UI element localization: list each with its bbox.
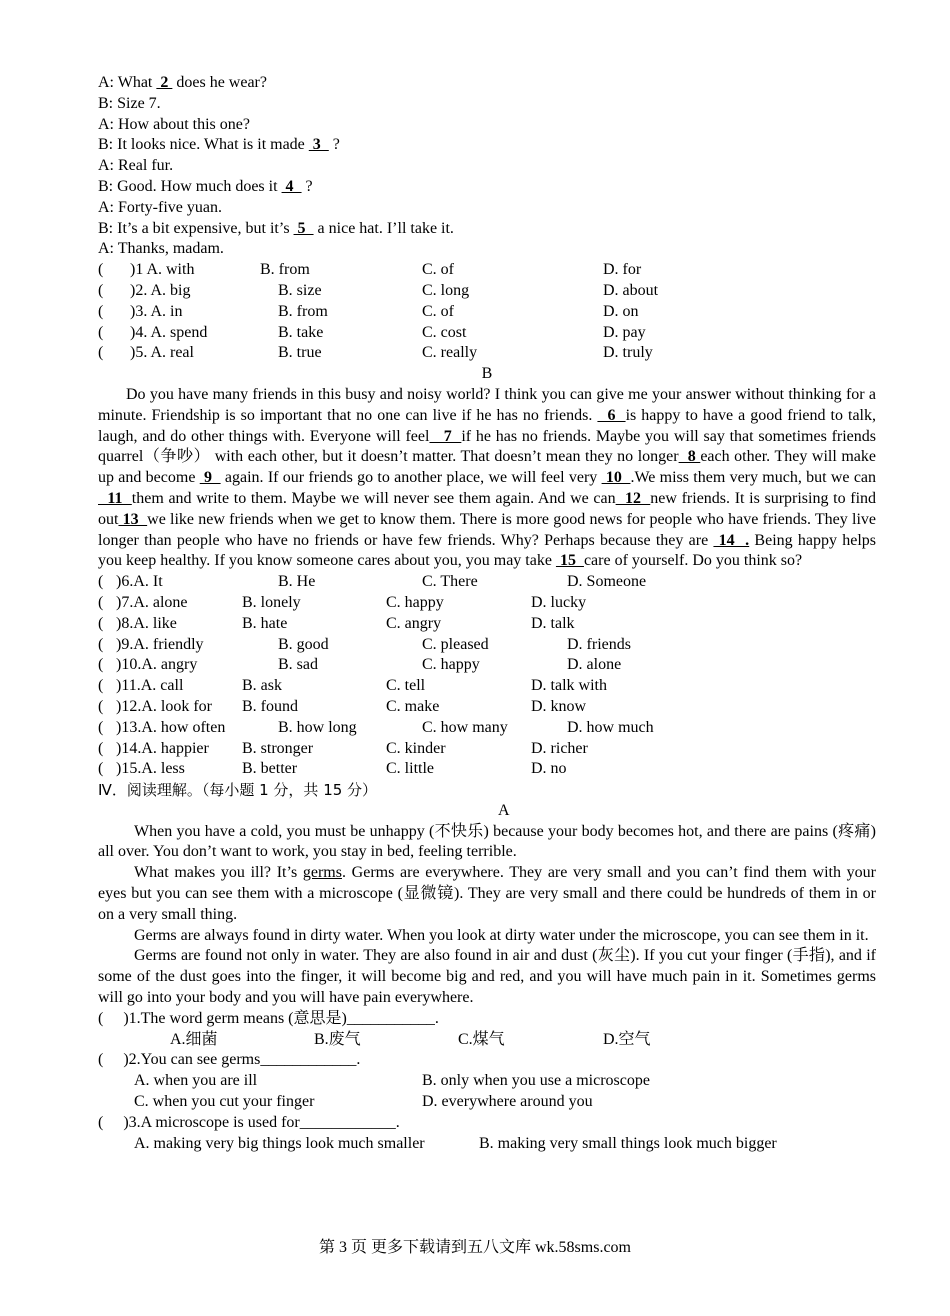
option: C. long xyxy=(422,281,470,299)
text-segment: again. If our friends go to another place, we will feel very xyxy=(220,469,602,487)
text-segment: B: Size 7. xyxy=(98,94,161,112)
document-content xyxy=(98,73,876,1154)
option: )14.A. happier xyxy=(116,739,209,757)
text-segment: B: Good. How much does it xyxy=(98,177,282,195)
option: C. happy xyxy=(422,656,480,674)
answer-paren: ( xyxy=(98,718,104,736)
dialogue-line xyxy=(98,198,876,219)
paragraph: Germs are found not only in water. They are also found in air and dust (灰尘). If you cut your finger (手指), and if some of the dust goes into the finger, it will become big and red, and you will have much pain in it. Sometimes germs will go into your body and you will have pain everywhere. xyxy=(98,947,876,1007)
option: B. from xyxy=(260,261,310,279)
question-1: ( )1.The word germ means (意思是)___________. xyxy=(98,1009,439,1027)
option: B. hate xyxy=(242,614,288,632)
text-segment: A: Thanks, madam. xyxy=(98,240,224,258)
text-segment: B: It looks nice. What is it made xyxy=(98,136,309,154)
question-2-options-row xyxy=(98,1071,876,1092)
answer-paren: ( xyxy=(98,302,104,320)
answer-blank: 11 xyxy=(98,489,132,507)
option: )5. A. real xyxy=(130,344,194,362)
option: C. make xyxy=(386,697,440,715)
option: )10.A. angry xyxy=(116,656,198,674)
option: D. how much xyxy=(567,718,654,736)
text-segment: them and write to them. Maybe we will never see them again. And we can xyxy=(131,489,616,507)
option: )7.A. alone xyxy=(116,593,188,611)
option: C. kinder xyxy=(386,739,446,757)
option: A.细菌 xyxy=(170,1030,218,1048)
option-row xyxy=(98,697,876,718)
option: D. Someone xyxy=(567,573,647,591)
answer-paren: ( xyxy=(98,760,104,778)
dialogue-line xyxy=(98,135,876,156)
option: )3. A. in xyxy=(130,302,183,320)
page-footer: 第 3 页 更多下载请到五八文库 wk.58sms.com xyxy=(318,1239,631,1256)
option: B. ask xyxy=(242,677,282,695)
option: D. everywhere around you xyxy=(422,1093,593,1111)
option-row xyxy=(98,343,876,364)
answer-paren: ( xyxy=(98,281,104,299)
paragraph: What makes you ill? It’s germs. Germs are everywhere. They are very small and you can’t find them with your eyes but you can see them with a microscope (显微镜). They are very small and there could be hundreds of them in or on a very small thing. xyxy=(98,864,877,923)
question-1-options xyxy=(98,1030,876,1051)
answer-paren: ( xyxy=(98,635,104,653)
text-segment: if he has no friends. Maybe you will say that sometimes friends quarrel（争吵） with each other, but it doesn’t matter. That doesn’t mean they no longer xyxy=(98,427,877,466)
option: D. richer xyxy=(531,739,588,757)
option: D. no xyxy=(531,760,567,778)
option-row xyxy=(98,739,876,760)
answer-blank: 13 xyxy=(118,510,148,528)
option: D. know xyxy=(531,697,587,715)
dialogue-line xyxy=(98,115,876,136)
dialogue-line xyxy=(98,239,876,260)
option-row xyxy=(98,676,876,697)
option: )13.A. how often xyxy=(116,718,226,736)
answer-blank: 12 xyxy=(615,489,651,507)
option: D. friends xyxy=(567,635,631,653)
text-segment: Do you have many friends in this busy and noisy world? I think you can give me your answer without thinking for a minute. Friendship is so important that no one can live if he has no friends. xyxy=(98,385,876,424)
answer-blank: 15 xyxy=(555,552,584,570)
text-segment: we like new friends when we get to know them. There is more good news for people who have friends. They live longer than people who have no friends or have few friends. Why? Perhaps because they are xyxy=(98,510,876,549)
option-row xyxy=(98,759,876,780)
text-segment: .We miss them very much, but we can xyxy=(630,469,877,487)
text-segment: A: Forty-five yuan. xyxy=(98,198,222,216)
text-segment: A: Real fur. xyxy=(98,157,174,175)
option: C. angry xyxy=(386,614,442,632)
option: C.煤气 xyxy=(458,1030,505,1048)
text-segment: a nice hat. I’ll take it. xyxy=(313,219,454,237)
option: B. take xyxy=(278,323,324,341)
text-segment: ? xyxy=(328,136,340,154)
answer-blank: 3 xyxy=(308,136,329,154)
option: C. pleased xyxy=(422,635,489,653)
option: B. making very small things look much bigger xyxy=(479,1134,777,1152)
answer-blank: 10 xyxy=(601,469,631,487)
option: B.废气 xyxy=(314,1030,361,1048)
option: )1 A. with xyxy=(130,261,195,279)
option: D. on xyxy=(603,302,639,320)
option: C. cost xyxy=(422,323,467,341)
text-segment: ? xyxy=(301,177,313,195)
answer-paren: ( xyxy=(98,573,104,591)
option: B. better xyxy=(242,760,298,778)
dialogue-line xyxy=(98,94,876,115)
paragraph: Germs are always found in dirty water. When you look at dirty water under the microscope, you can see them in it. xyxy=(134,926,869,944)
option: D. lucky xyxy=(531,593,587,611)
answer-blank: 2 xyxy=(156,74,173,91)
option: )8.A. like xyxy=(116,614,177,632)
option: A. making very big things look much smaller xyxy=(134,1134,425,1152)
option-row xyxy=(98,593,876,614)
option-row xyxy=(98,718,876,739)
answer-paren: ( xyxy=(98,614,104,632)
option: C. really xyxy=(422,344,478,362)
answer-blank: 7 xyxy=(429,427,462,445)
answer-blank: 8 xyxy=(678,448,701,466)
option: D. truly xyxy=(603,344,653,362)
option: D. alone xyxy=(567,656,622,674)
text-segment: new friends. It is surprising to find out xyxy=(98,489,877,528)
option: )6.A. It xyxy=(116,573,163,591)
dialogue-line xyxy=(98,73,876,94)
option: D. pay xyxy=(603,323,646,341)
option: C. tell xyxy=(386,677,426,695)
passage-a xyxy=(98,822,876,1009)
option-row xyxy=(98,635,876,656)
paragraph: When you have a cold, you must be unhappy (不快乐) because your body becomes hot, and there are pains (疼痛) all over. You don’t want to work, you stay in bed, feeling terrible. xyxy=(98,822,876,861)
answer-paren: ( xyxy=(98,697,104,715)
option: C. of xyxy=(422,302,454,320)
option: )12.A. look for xyxy=(116,697,212,715)
option: D. for xyxy=(603,261,642,279)
answer-blank: 9 xyxy=(199,469,221,487)
option: D.空气 xyxy=(603,1030,651,1048)
section-a-title: A xyxy=(498,801,510,819)
dialogue-line xyxy=(98,219,876,240)
text-segment: Being happy helps you keep healthy. If you know someone cares about you, you may take xyxy=(98,531,877,570)
option-row xyxy=(98,281,876,302)
answer-paren: ( xyxy=(98,344,104,362)
option-row xyxy=(98,260,876,281)
option: )11.A. call xyxy=(116,677,184,695)
option: B. only when you use a microscope xyxy=(422,1072,650,1090)
question-3: ( )3.A microscope is used for____________. xyxy=(98,1113,400,1131)
options-group-1 xyxy=(98,260,876,364)
option: C. happy xyxy=(386,593,444,611)
option: B. found xyxy=(242,697,298,715)
text-segment: B: It’s a bit expensive, but it’s xyxy=(98,219,294,237)
option: )15.A. less xyxy=(116,760,185,778)
answer-paren: ( xyxy=(98,323,104,341)
text-segment: A: What xyxy=(98,74,157,91)
answer-paren: ( xyxy=(98,739,104,757)
answer-paren: ( xyxy=(98,593,104,611)
option: )4. A. spend xyxy=(130,323,208,341)
answer-blank: 6 xyxy=(597,406,626,424)
option-row xyxy=(98,572,876,593)
option-row xyxy=(98,614,876,635)
option: C. how many xyxy=(422,718,508,736)
option: B. size xyxy=(278,281,322,299)
text-segment: care of yourself. Do you think so? xyxy=(583,552,803,570)
text-segment: each other. They will make up and become xyxy=(98,448,877,487)
option: B. lonely xyxy=(242,593,301,611)
option: )2. A. big xyxy=(130,281,191,299)
text-segment: does he wear? xyxy=(172,74,267,91)
answer-blank: 5 xyxy=(293,219,314,237)
question-2: ( )2.You can see germs____________. xyxy=(98,1051,361,1069)
section-b-title: B xyxy=(481,365,493,383)
dialogue xyxy=(98,73,876,260)
option: C. There xyxy=(422,573,478,591)
option: A. when you are ill xyxy=(134,1072,258,1090)
text-segment: A: How about this one? xyxy=(98,115,250,133)
answer-blank: 14 . xyxy=(713,531,750,549)
option: D. about xyxy=(603,281,659,299)
option: B. true xyxy=(278,344,322,362)
option-row xyxy=(98,655,876,676)
option: B. good xyxy=(278,635,329,653)
dialogue-line xyxy=(98,177,876,198)
option: C. of xyxy=(422,261,454,279)
answer-blank: 4 xyxy=(281,177,302,195)
option: C. little xyxy=(386,760,434,778)
option-row xyxy=(98,302,876,323)
option: C. when you cut your finger xyxy=(134,1093,315,1111)
option: B. from xyxy=(278,302,328,320)
dialogue-line xyxy=(98,156,876,177)
question-3-options-row xyxy=(98,1134,876,1155)
option: B. stronger xyxy=(242,739,314,757)
option: D. talk xyxy=(531,614,575,632)
option: D. talk with xyxy=(531,677,607,695)
option: )9.A. friendly xyxy=(116,635,204,653)
text-segment: is happy to have a good friend to talk, laugh, and do other things with. Everyone will feel xyxy=(98,406,876,445)
option: B. sad xyxy=(278,656,318,674)
answer-paren: ( xyxy=(98,656,104,674)
option: B. He xyxy=(278,573,316,591)
option-row xyxy=(98,323,876,344)
question-2-options-row xyxy=(98,1092,876,1113)
passage-b xyxy=(98,385,876,572)
section-iv-heading: Ⅳ．阅读理解。（每小题 1 分，共 15 分） xyxy=(98,781,378,800)
answer-paren: ( xyxy=(98,677,104,695)
option: B. how long xyxy=(278,718,357,736)
options-group-2 xyxy=(98,572,876,780)
answer-paren: ( xyxy=(98,261,104,279)
